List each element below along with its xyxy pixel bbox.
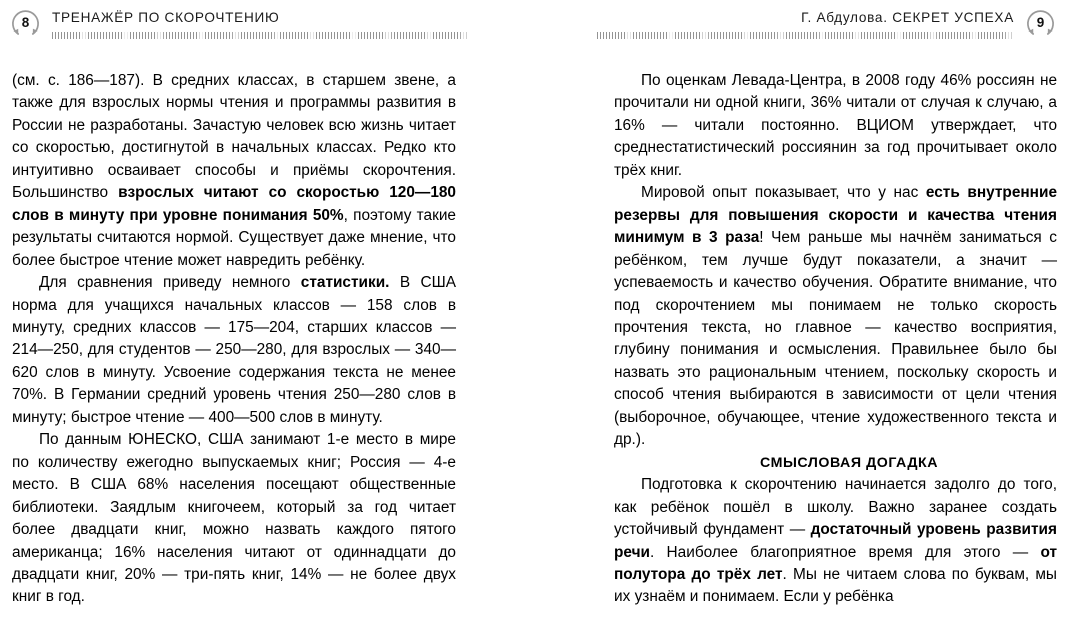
paragraph (12, 272, 456, 429)
emphasis-text: взрослых читают со скоростью 120—180 слов в минуту при уровне понимания 50% (12, 184, 456, 224)
body-text: ! Чем раньше мы начнём заниматься с ребёнком, тем лучше будут показатели, а значит — успеваемость и качество обучения. Обратите внимание, что под скорочтением мы понимаем не только скорость прочтения текста, но главное — качество восприятия, глубину понимания и осмысления. Правильнее было бы назвать это рациональным чтением, поскольку скорость и способ чтения выбираются в зависимости от цели чтения (выборочное, обучающее, чтение художественного текста и др.). (614, 229, 1057, 449)
paragraph (614, 182, 1057, 451)
page-number-badge-right (1025, 8, 1056, 39)
page-number-badge-left (10, 8, 41, 39)
section-heading: СМЫСЛОВАЯ ДОГАДКА (760, 454, 938, 471)
running-head-left-title: ТРЕНАЖЁР ПО СКОРОЧТЕНИЮ (52, 10, 280, 25)
paragraph (12, 70, 456, 272)
body-text: . Мы не читаем слова по буквам, мы их узнаём и понимаем. Если у ребёнка (614, 565, 1057, 606)
body-text: По данным ЮНЕСКО, США занимают 1-е место в мире по количеству ежегодно выпускаемых книг; Россия — 4-е место. В США 68% населения посещают общественные библиотеки. Заядлым книгочеем, который за год читает более двадцати книг, можно назвать каждого пятого американца; 16% населения читают от одиннадцати до двадцати книг, 20% — три-пять книг, 14% — не более двух книг в год. (12, 431, 456, 606)
emphasis-text: статистики. (300, 274, 390, 292)
page-number-right: 9 (1036, 15, 1045, 31)
decorative-tick-rule-left (52, 32, 469, 39)
body-text: В США норма для учащихся начальных классов — 158 слов в минуту, средних классов — 175—204, старших классов — 214—250, для студентов — 250—280, для взрослых — 340—620 слов в минуту. Усвоение содержания текста не менее 70%. В Германии средний уровень чтения 250—280 слов в минуту; быстрое чтение — 400—500 слов в минуту. (12, 274, 457, 426)
paragraph (614, 474, 1057, 609)
body-text: Подготовка к скорочтению начинается задолго до того, как ребёнок пошёл в школу. Важно заранее создать устойчивый фундамент — (614, 476, 1057, 539)
body-text: Мировой опыт показывает, что у нас (641, 184, 926, 202)
body-text: По оценкам Левада-Центра, в 2008 году 46% россиян не прочитали ни одной книги, 36% читали от случая к случаю, а 16% — читали постоянно. ВЦИОМ утверждает, что среднестатистический россиянин за год прочитывает около трёх книг. (614, 72, 1057, 179)
page-right (533, 0, 1066, 622)
body-text: , поэтому такие результаты считаются нормой. Существует даже мнение, что более быстрое чтение может навредить ребёнку. (12, 206, 456, 269)
running-head-left (10, 8, 473, 48)
body-column-right (614, 70, 1057, 609)
emphasis-text: достаточный уровень развития речи (614, 521, 1057, 561)
paragraph (12, 429, 456, 609)
running-head-right (593, 8, 1056, 48)
emphasis-text: есть внутренние резервы для повышения скорости и качества чтения минимум в 3 раза (614, 184, 1057, 247)
running-head-right-textwrap (593, 8, 1014, 39)
body-column-left (12, 70, 456, 609)
running-head-right-title: Г. Абдулова. СЕКРЕТ УСПЕХА (801, 10, 1014, 25)
paragraph (614, 70, 1057, 182)
body-text: (см. с. 186—187). В средних классах, в старшем звене, а также для взрослых нормы чтения и программы развития в России не разработаны. Зачастую человек всю жизнь читает со скоростью, достигнутой в начальных классах. Редко кто интуитивно осваивает способы и приёмы скорочтения. Большинство (12, 72, 456, 202)
body-text: . Наиболее благоприятное время для этого — (649, 543, 1041, 561)
body-text: Для сравнения приведу немного (39, 274, 301, 292)
decorative-tick-rule-right (597, 32, 1014, 39)
emphasis-text: от полутора до трёх лет (614, 543, 1057, 583)
page-number-left: 8 (21, 15, 30, 31)
running-head-left-textwrap (52, 8, 473, 39)
